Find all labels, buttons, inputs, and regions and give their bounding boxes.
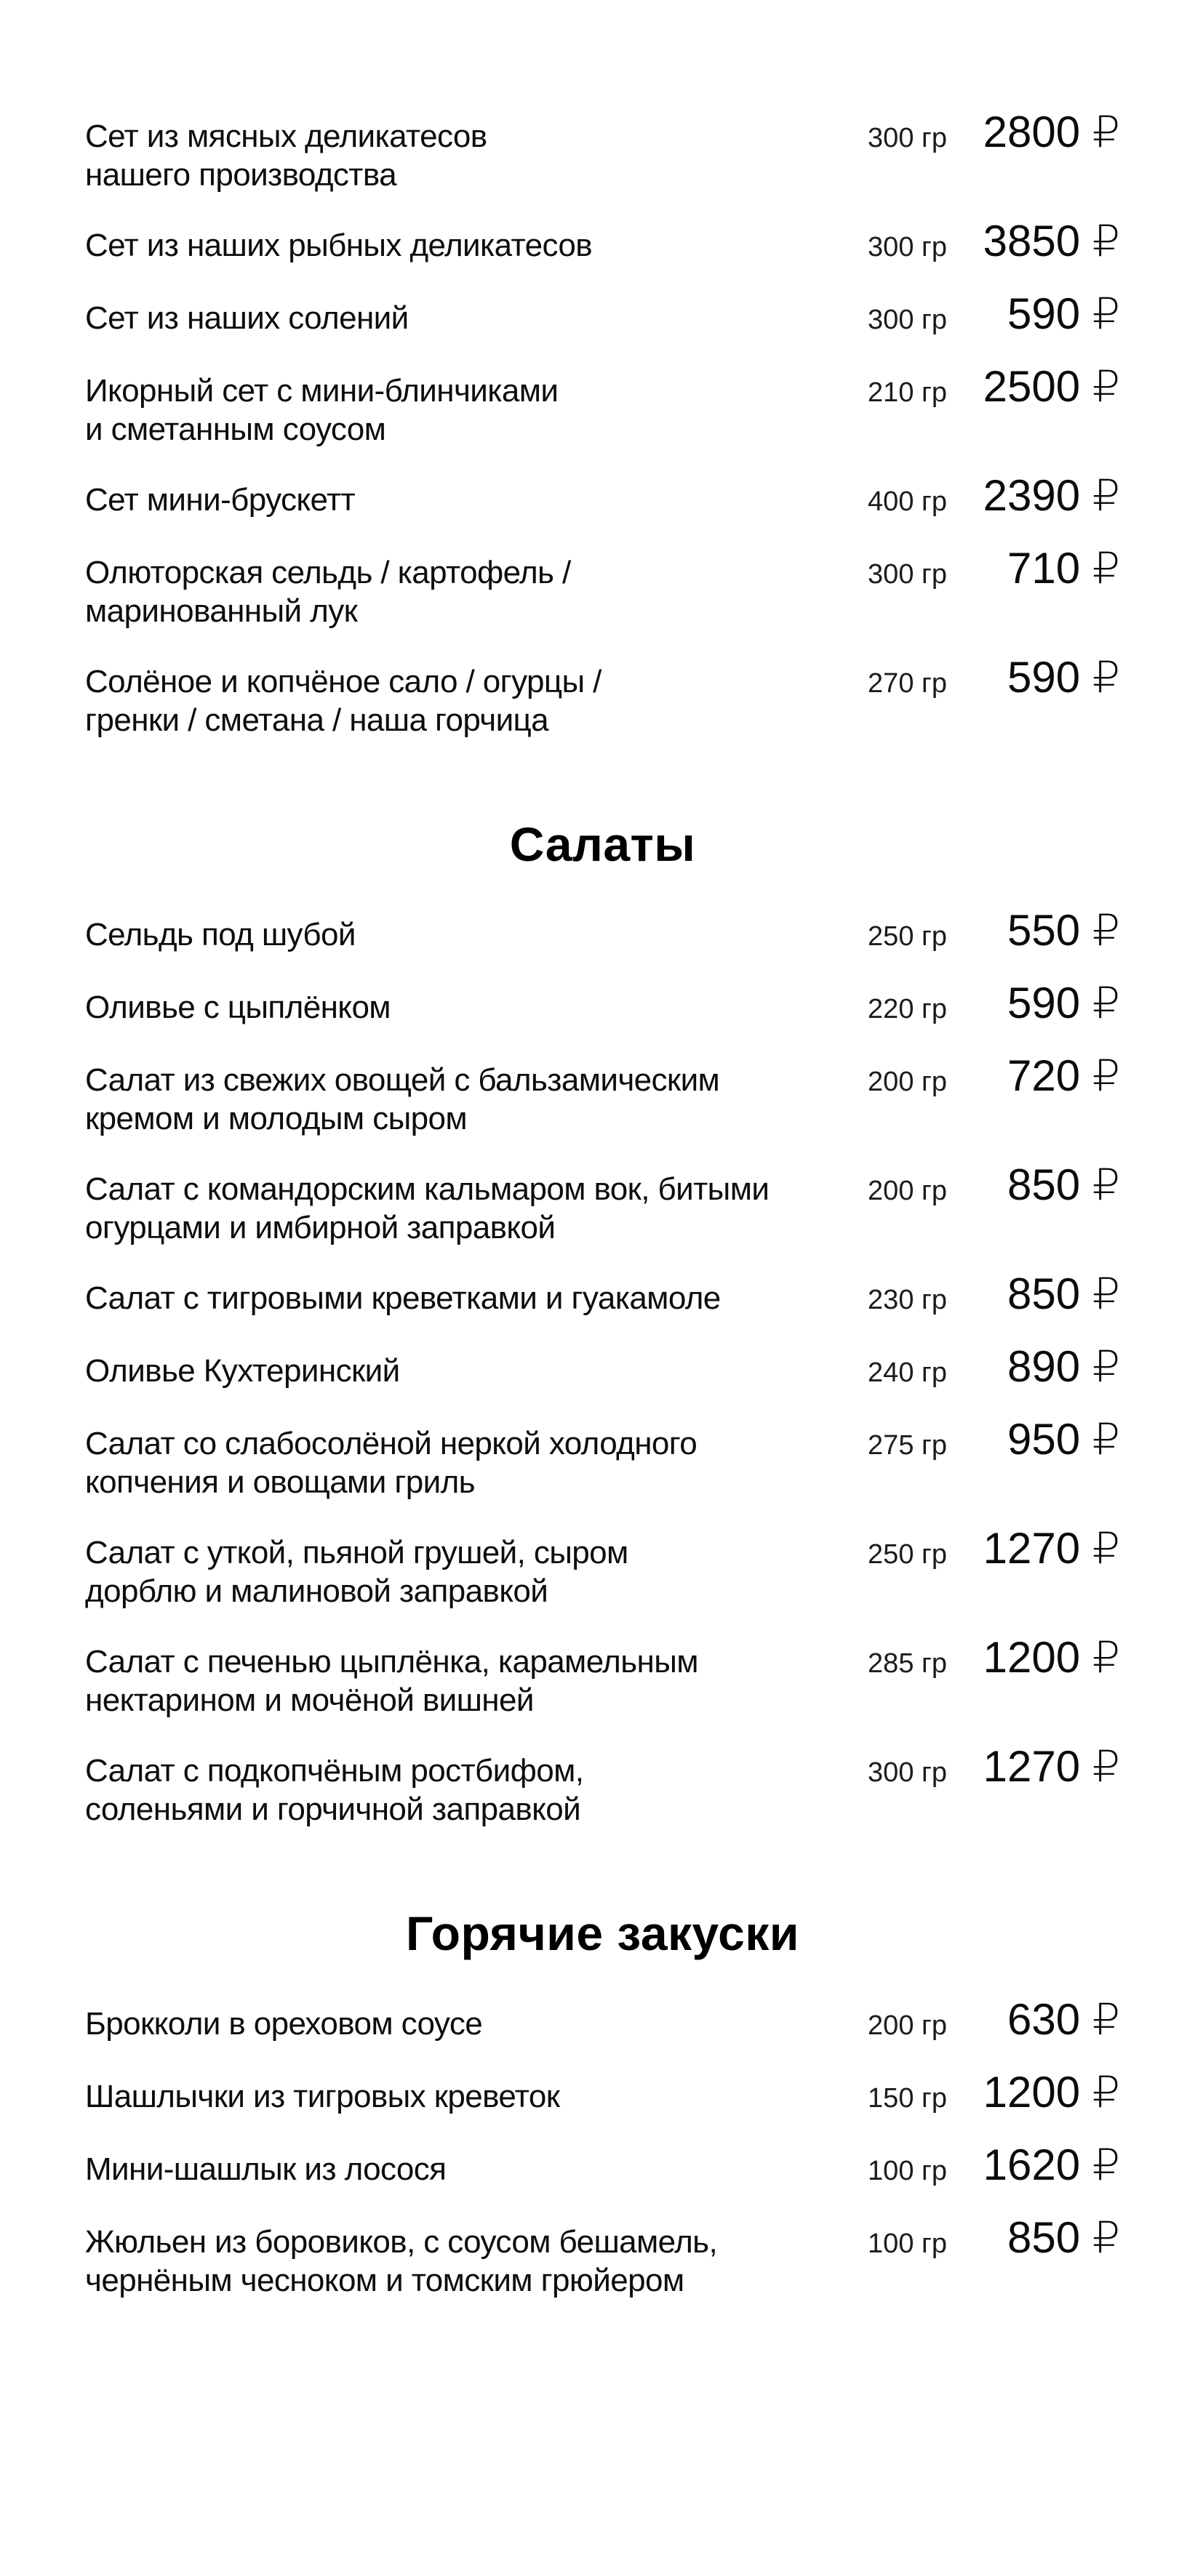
item-name-line: нектарином и мочёной вишней bbox=[85, 1682, 534, 1719]
menu-item-row bbox=[85, 217, 1120, 267]
item-name-line: огурцами и имбирной заправкой bbox=[85, 1210, 556, 1246]
item-price: 720 ₽ bbox=[1007, 1051, 1120, 1101]
item-weight: 240 гр bbox=[868, 1357, 947, 1389]
item-weight: 285 гр bbox=[868, 1648, 947, 1680]
item-name bbox=[85, 226, 802, 265]
item-name-line: Сет из мясных деликатесов bbox=[85, 119, 487, 154]
item-name-line: Жюльен из боровиков, с соусом бешамель, bbox=[85, 2224, 718, 2260]
item-name-line: Икорный сет с мини-блинчиками bbox=[85, 373, 559, 409]
item-weight: 300 гр bbox=[868, 559, 947, 590]
menu-item-row bbox=[85, 362, 1120, 449]
item-price: 1200 ₽ bbox=[983, 2068, 1120, 2117]
item-weight: 220 гр bbox=[868, 994, 947, 1025]
item-name bbox=[85, 2005, 802, 2043]
item-name-line: Мини-шашлык из лосося bbox=[85, 2151, 447, 2188]
item-weight: 200 гр bbox=[868, 1067, 947, 1098]
menu-item-row bbox=[85, 108, 1120, 194]
item-name-line: Олюторская сельдь / картофель / bbox=[85, 555, 571, 590]
item-weight: 200 гр bbox=[868, 2010, 947, 2042]
item-price: 590 ₽ bbox=[1007, 289, 1120, 338]
item-name bbox=[85, 988, 802, 1027]
menu-item-row bbox=[85, 1995, 1120, 2045]
item-price: 950 ₽ bbox=[1007, 1415, 1120, 1464]
item-name bbox=[85, 2150, 802, 2188]
item-weight: 210 гр bbox=[868, 377, 947, 408]
section-title: Салаты bbox=[509, 817, 696, 871]
item-name-line: дорблю и малиновой заправкой bbox=[85, 1573, 548, 1610]
item-weight: 400 гр bbox=[868, 486, 947, 517]
item-name bbox=[85, 553, 802, 630]
item-name bbox=[85, 662, 802, 739]
menu-item-row bbox=[85, 1742, 1120, 1829]
item-name-line: маринованный лук bbox=[85, 593, 358, 629]
menu-item-row bbox=[85, 544, 1120, 630]
menu-item-row bbox=[85, 1269, 1120, 1320]
item-name bbox=[85, 2077, 802, 2116]
item-weight: 300 гр bbox=[868, 123, 947, 153]
item-price: 630 ₽ bbox=[1007, 1995, 1120, 2045]
item-price: 1270 ₽ bbox=[983, 1524, 1120, 1573]
item-name-line: Салат со слабосолёной неркой холодного bbox=[85, 1426, 698, 1462]
item-name bbox=[85, 1061, 802, 1138]
item-price: 3850 ₽ bbox=[983, 217, 1120, 265]
item-name-line: Брокколи в ореховом соусе bbox=[85, 2006, 483, 2042]
item-name-line: Солёное и копчёное сало / огурцы / bbox=[85, 664, 602, 699]
menu-item-row bbox=[85, 471, 1120, 521]
item-name bbox=[85, 1424, 802, 1501]
item-price: 590 ₽ bbox=[1007, 979, 1120, 1028]
item-price: 1200 ₽ bbox=[983, 1633, 1120, 1682]
item-weight: 230 гр bbox=[868, 1285, 947, 1316]
item-price: 550 ₽ bbox=[1007, 906, 1120, 955]
item-price: 850 ₽ bbox=[1007, 1269, 1120, 1319]
menu-item-row bbox=[85, 979, 1120, 1029]
menu-item-row bbox=[85, 653, 1120, 739]
item-name-line: Сет из наших рыбных деликатесов bbox=[85, 228, 592, 263]
item-price: 2390 ₽ bbox=[983, 471, 1120, 520]
item-weight: 250 гр bbox=[868, 921, 947, 952]
item-weight: 300 гр bbox=[868, 305, 947, 335]
item-name bbox=[85, 1279, 802, 1317]
item-price: 850 ₽ bbox=[1007, 1160, 1120, 1210]
item-name-line: и сметанным соусом bbox=[85, 412, 386, 447]
item-price: 710 ₽ bbox=[1007, 544, 1120, 593]
item-name-line: Салат из свежих овощей с бальзамическим bbox=[85, 1062, 720, 1099]
item-weight: 270 гр bbox=[868, 668, 947, 699]
section-title: Горячие закуски bbox=[406, 1906, 799, 1961]
menu-item-row bbox=[85, 1342, 1120, 1392]
item-name bbox=[85, 2223, 802, 2300]
item-name bbox=[85, 1352, 802, 1390]
item-weight: 100 гр bbox=[868, 2228, 947, 2260]
item-price: 590 ₽ bbox=[1007, 653, 1120, 702]
item-name-line: Шашлычки из тигровых креветок bbox=[85, 2079, 560, 2115]
item-name-line: Сет из наших солений bbox=[85, 300, 409, 336]
item-name-line: Салат с командорским кальмаром вок, битыми bbox=[85, 1171, 770, 1208]
item-name-line: нашего производства bbox=[85, 157, 396, 193]
menu-item-row bbox=[85, 1160, 1120, 1247]
item-name-line: Салат с тигровыми креветками и гуакамоле bbox=[85, 1280, 721, 1317]
item-price: 850 ₽ bbox=[1007, 2213, 1120, 2263]
menu-item-row bbox=[85, 1633, 1120, 1720]
item-name-line: Салат с печенью цыплёнка, карамельным bbox=[85, 1644, 698, 1680]
menu-item-row bbox=[85, 2140, 1120, 2191]
item-name bbox=[85, 1642, 802, 1720]
menu-item-row bbox=[85, 906, 1120, 956]
item-name-line: копчения и овощами гриль bbox=[85, 1464, 476, 1501]
item-name-line: чернёным чесноком и томским грюйером bbox=[85, 2263, 684, 2299]
item-name bbox=[85, 372, 802, 449]
item-name-line: кремом и молодым сыром bbox=[85, 1101, 468, 1137]
item-name-line: гренки / сметана / наша горчица bbox=[85, 702, 549, 738]
item-weight: 300 гр bbox=[868, 1757, 947, 1789]
item-name bbox=[85, 1752, 802, 1829]
menu-item-row bbox=[85, 289, 1120, 340]
item-weight: 300 гр bbox=[868, 232, 947, 262]
item-price: 890 ₽ bbox=[1007, 1342, 1120, 1392]
item-name-line: Оливье с цыплёнком bbox=[85, 990, 391, 1026]
menu-item-row bbox=[85, 2213, 1120, 2300]
item-name bbox=[85, 1170, 802, 1247]
item-weight: 200 гр bbox=[868, 1176, 947, 1207]
menu-item-row bbox=[85, 1415, 1120, 1501]
menu-item-row bbox=[85, 2068, 1120, 2118]
item-name-line: соленьями и горчичной заправкой bbox=[85, 1791, 581, 1828]
item-price: 1270 ₽ bbox=[983, 1742, 1120, 1791]
item-name bbox=[85, 1533, 802, 1610]
item-price: 2500 ₽ bbox=[983, 362, 1120, 411]
item-name bbox=[85, 117, 802, 194]
item-name bbox=[85, 915, 802, 954]
menu-item-row bbox=[85, 1051, 1120, 1138]
item-weight: 100 гр bbox=[868, 2156, 947, 2187]
item-name bbox=[85, 299, 802, 337]
item-name bbox=[85, 481, 802, 519]
item-weight: 150 гр bbox=[868, 2083, 947, 2114]
item-name-line: Оливье Кухтеринский bbox=[85, 1353, 400, 1389]
item-name-line: Салат с уткой, пьяной грушей, сыром bbox=[85, 1535, 628, 1571]
item-price: 2800 ₽ bbox=[983, 108, 1120, 156]
item-name-line: Салат с подкопчёным ростбифом, bbox=[85, 1753, 584, 1789]
item-name-line: Сет мини-брускетт bbox=[85, 482, 356, 518]
item-price: 1620 ₽ bbox=[983, 2140, 1120, 2190]
item-name-line: Сельдь под шубой bbox=[85, 917, 356, 953]
item-weight: 275 гр bbox=[868, 1430, 947, 1461]
menu-item-row bbox=[85, 1524, 1120, 1610]
item-weight: 250 гр bbox=[868, 1539, 947, 1570]
